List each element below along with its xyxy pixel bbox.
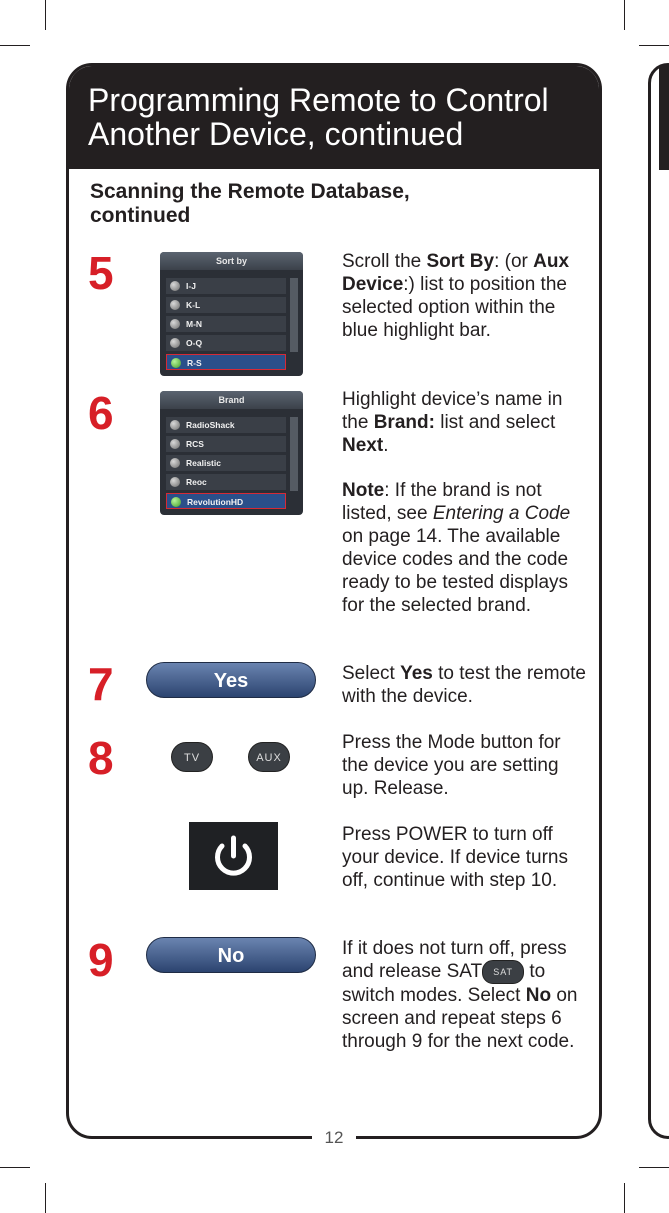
list-item[interactable]: Reoc <box>166 474 286 490</box>
adjacent-page-edge <box>648 63 669 1139</box>
step-description: Select Yes to test the remote with the device. <box>342 663 586 707</box>
list-item[interactable]: Realistic <box>166 455 286 471</box>
section-title: Scanning the Remote Database, continued <box>90 180 410 227</box>
widget-title: Sort by <box>160 252 303 270</box>
sort-by-list-widget <box>160 252 303 376</box>
step-number: 6 <box>88 387 114 439</box>
crop-mark <box>45 0 46 30</box>
bullet-icon <box>170 458 180 468</box>
step-number: 9 <box>88 934 114 986</box>
bullet-icon <box>170 439 180 449</box>
list-item[interactable]: O-Q <box>166 335 286 351</box>
list-item-selected[interactable]: R-S <box>166 354 286 370</box>
bullet-icon <box>170 300 180 310</box>
list-item-selected[interactable]: RevolutionHD <box>166 493 286 509</box>
bullet-icon <box>170 477 180 487</box>
step-note: Note: If the brand is not listed, see Entering a Code on page 14. The available device codes and the code ready to be tested displays for the selected brand. <box>342 480 571 616</box>
step-description: Highlight device’s name in the Brand: list and select Next. <box>342 389 563 456</box>
crop-mark <box>0 45 30 46</box>
crop-mark <box>45 1183 46 1213</box>
list-item[interactable]: RCS <box>166 436 286 452</box>
step-description: If it does not turn off, press and release SAT SAT to switch modes. Select No on screen and repeat steps 6 through 9 for the next code. <box>342 938 578 1052</box>
step-description: Press POWER to turn off your device. If device turns off, continue with step 10. <box>342 824 568 891</box>
crop-mark <box>624 0 625 30</box>
bullet-icon <box>170 420 180 430</box>
crop-mark <box>639 45 669 46</box>
bullet-icon <box>170 338 180 348</box>
crop-mark <box>0 1167 30 1168</box>
list-item[interactable]: I-J <box>166 278 286 294</box>
step-number: 5 <box>88 247 114 299</box>
power-button[interactable] <box>189 822 278 890</box>
bullet-icon <box>171 497 181 507</box>
bullet-icon <box>170 319 180 329</box>
tv-mode-button[interactable]: TV <box>171 742 213 772</box>
crop-mark <box>624 1183 625 1213</box>
bullet-icon <box>171 358 181 368</box>
aux-mode-button[interactable]: AUX <box>248 742 290 772</box>
sat-mode-button[interactable]: SAT <box>482 960 524 984</box>
page-header <box>69 66 599 169</box>
step-description: Scroll the Sort By: (or Aux Device:) list to position the selected option within the blue highlight bar. <box>342 251 570 341</box>
page-number: 12 <box>312 1126 356 1150</box>
page-title: Programming Remote to Control Another Device, continued <box>88 82 549 152</box>
list-item[interactable]: M-N <box>166 316 286 332</box>
scrollbar[interactable] <box>290 278 298 352</box>
step-number: 8 <box>88 732 114 784</box>
step-description: Press the Mode button for the device you are setting up. Release. <box>342 732 561 799</box>
scrollbar[interactable] <box>290 417 298 491</box>
crop-mark <box>639 1167 669 1168</box>
no-button[interactable]: No <box>146 937 316 973</box>
widget-title: Brand <box>160 391 303 409</box>
list-item[interactable]: K-L <box>166 297 286 313</box>
step-number: 7 <box>88 658 114 710</box>
yes-button[interactable]: Yes <box>146 662 316 698</box>
power-icon <box>189 822 278 890</box>
list-item[interactable]: RadioShack <box>166 417 286 433</box>
bullet-icon <box>170 281 180 291</box>
brand-list-widget <box>160 391 303 515</box>
